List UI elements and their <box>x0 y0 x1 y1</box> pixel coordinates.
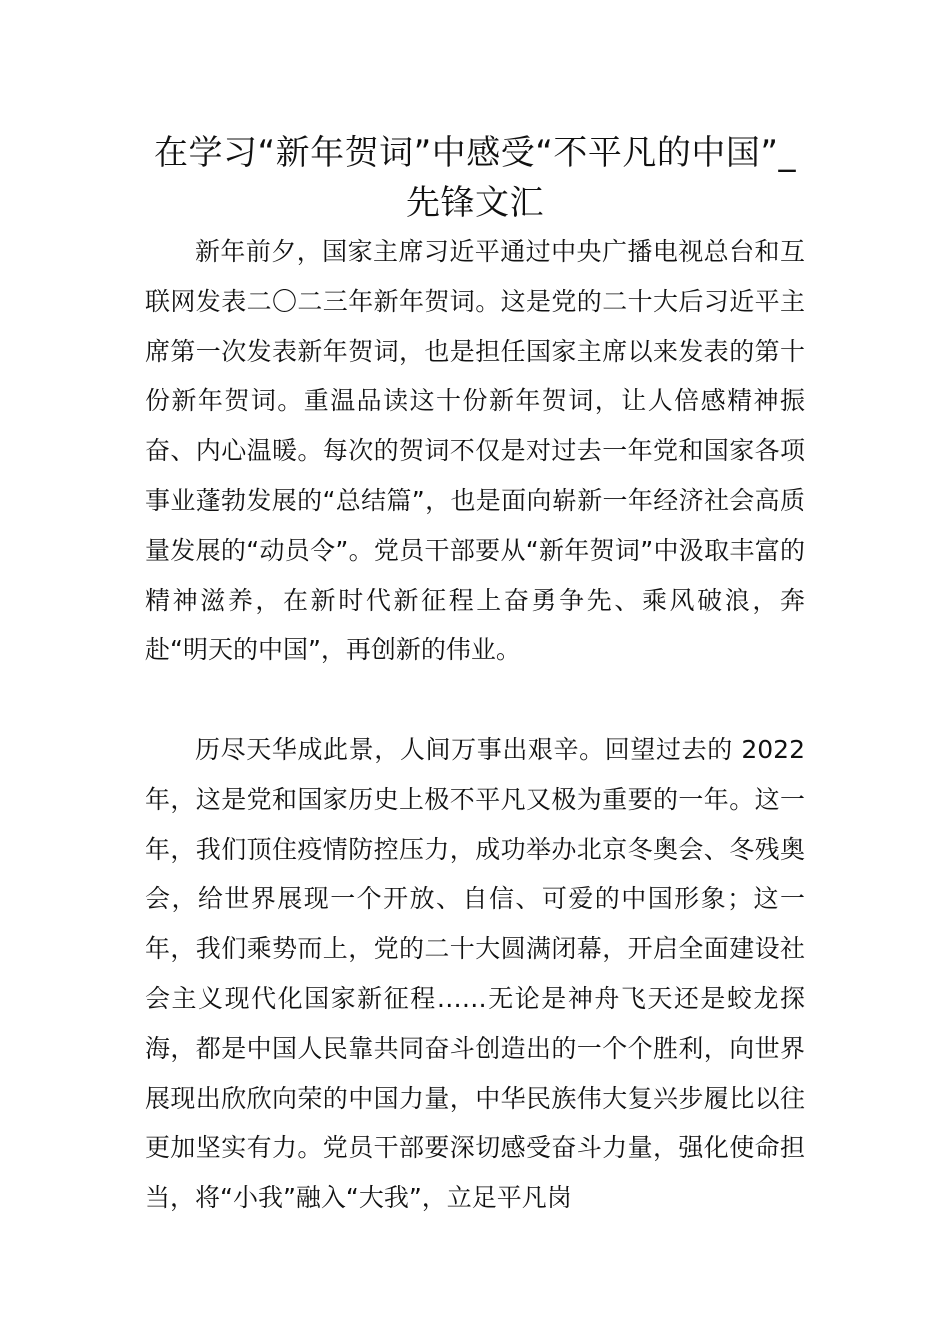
paragraph-1: 新年前夕，国家主席习近平通过中央广播电视总台和互联网发表二〇二三年新年贺词。这是党的二十大后习近平主席第一次发表新年贺词，也是担任国家主席以来发表的第十份新年贺词。重温品读这十份新年贺词，让人倍感精神振奋、内心温暖。每次的贺词不仅是对过去一年党和国家各项事业蓬勃发展的“总结篇”，也是面向崭新一年经济社会高质量发展的“动员令”。党员干部要从“新年贺词”中汲取丰富的精神滋养，在新时代新征程上奋勇争先、乘风破浪，奔赴“明天的中国”，再创新的伟业。 <box>145 237 805 665</box>
document-title: 在学习“新年贺词”中感受“不平凡的中国”_先锋文汇 <box>154 133 796 223</box>
paragraph-2: 历尽天华成此景，人间万事出艰辛。回望过去的 2022 年，这是党和国家历史上极不平凡又极为重要的一年。这一年，我们顶住疫情防控压力，成功举办北京冬奥会、冬残奥会，给世界展现一个开放、自信、可爱的中国形象；这一年，我们乘势而上，党的二十大圆满闭幕，开启全面建设社会主义现代化国家新征程……无论是神舟飞天还是蛟龙探海，都是中国人民靠共同奋斗创造出的一个个胜利，向世界展现出欣欣向荣的中国力量，中华民族伟大复兴步履比以往更加坚实有力。党员干部要深切感受奋斗力量，强化使命担当，将“小我”融入“大我”，立足平凡岗 <box>145 735 805 1213</box>
